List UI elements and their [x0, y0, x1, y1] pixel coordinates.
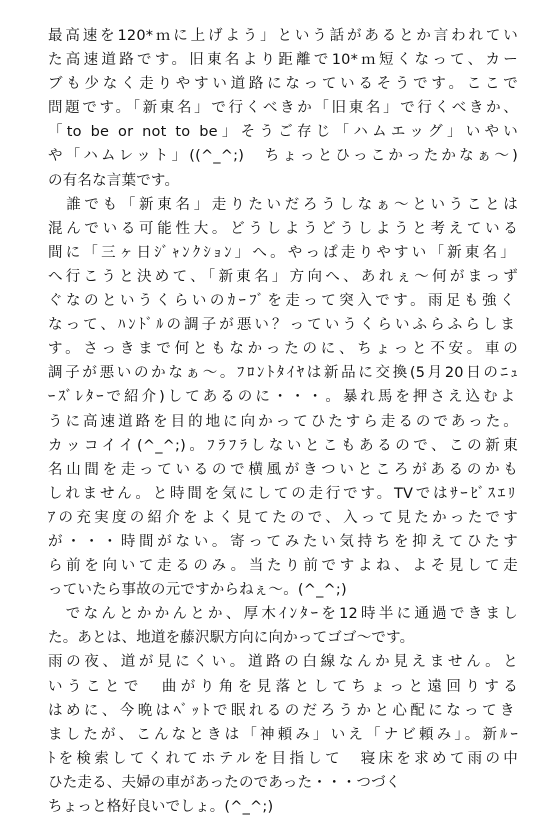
- text-line: 雨の夜、道が見にくい。道路の白線なんか見えません。と: [48, 654, 518, 671]
- text-line: ﾄを検索してくれてホテルを目指して 寝床を求めて雨の中: [48, 750, 518, 767]
- text-line: でなんとかかんとか、厚木ｲﾝﾀｰを12時半に通過できまし: [48, 606, 518, 623]
- text-line: ら前を向いて走るのみ。当たり前ですよね、よそ見して走: [48, 558, 518, 575]
- text-line: ひた走る、夫婦の車があったのであった・・・つづく: [48, 774, 401, 791]
- text-line: た高速道路です。旧東名より距離で10*ｍ短くなって、カー: [48, 52, 518, 69]
- text-line: カッコイイ(^_^;)。ﾌﾗﾌﾗしないとこもあるので、この新東: [48, 437, 518, 454]
- text-line: うに高速道路を目的地に向かってひたすら走るのであった。: [48, 413, 518, 430]
- text-line: いうことで 曲がり角を見落としてちょっと遠回りする: [48, 678, 518, 695]
- text-line: はめに、今晩はﾍﾞｯﾄで眠れるのだろうかと心配になってき: [48, 702, 518, 719]
- text-line: 調子が悪いのかなぁ～。ﾌﾛﾝﾄﾀｲﾔは新品に交換(5月20日のﾆｭ: [48, 365, 518, 382]
- text-line: 誰でも「新東名」走りたいだろうしなぁ～ということは: [48, 196, 518, 213]
- text-line: なって、ﾊﾝﾄﾞﾙの調子が悪い？っていうくらいふらふらしま: [48, 317, 518, 334]
- text-line: へ行こうと決めて、「新東名」方向へ、あれぇ～何がまっず: [48, 268, 518, 285]
- text-line: ｰｽﾞﾚﾀｰで紹介)してあるのに・・・。暴れ馬を押さえ込むよ: [48, 389, 518, 406]
- text-line: ぐなのというくらいのｶｰﾌﾞを走って突入です。雨足も強く: [48, 293, 518, 310]
- text-line: 名山間を走っているので横風がきついところがあるのかも: [48, 461, 518, 478]
- text-line: 混んでいる可能性大。どうしようどうしようと考えている: [48, 220, 518, 237]
- text-line: ブも少なく走りやすい道路になっているそうです。ここで: [48, 76, 518, 93]
- text-line: す。さっきまで何ともなかったのに、ちょっと不安。車の: [48, 341, 518, 358]
- text-line: た。あとは、地道を藤沢駅方向に向かってゴゴ～です。: [48, 630, 415, 647]
- text-line: ｱの充実度の紹介をよく見てたので、入って見たかったです: [48, 509, 518, 526]
- text-line: 「to be or not to be」そうご存じ「ハムエッグ」いやい: [48, 124, 518, 141]
- text-line: ましたが、こんなときは「神頼み」いえ「ナビ頼み」。新ﾙｰ: [48, 726, 518, 743]
- text-line: しれません。と時間を気にしての走行です。TVではｻｰﾋﾞｽｴﾘ: [48, 485, 518, 502]
- text-line: の有名な言葉です。: [48, 172, 180, 189]
- body-text: [48, 24, 518, 819]
- text-line: っていたら事故の元ですからねぇ～。(^_^;): [48, 582, 347, 599]
- text-line: 問題です。「新東名」で行くべきか「旧東名」で行くべきか、: [48, 100, 518, 117]
- text-line: 最高速を120*ｍに上げよう」という話があるとか言われてい: [48, 28, 518, 44]
- text-line: 間に「三ヶ日ｼﾞｬﾝｸｼｮﾝ」へ。やっぱ走りやすい「新東名」: [48, 244, 518, 261]
- text-line: や「ハムレット」((^_^;) ちょっとひっこかったかなぁ～): [48, 148, 518, 165]
- text-line: ちょっと格好良いでしょ。(^_^;): [48, 799, 274, 815]
- text-line: が・・・時間がない。寄ってみたい気持ちを抑えてひたす: [48, 533, 518, 550]
